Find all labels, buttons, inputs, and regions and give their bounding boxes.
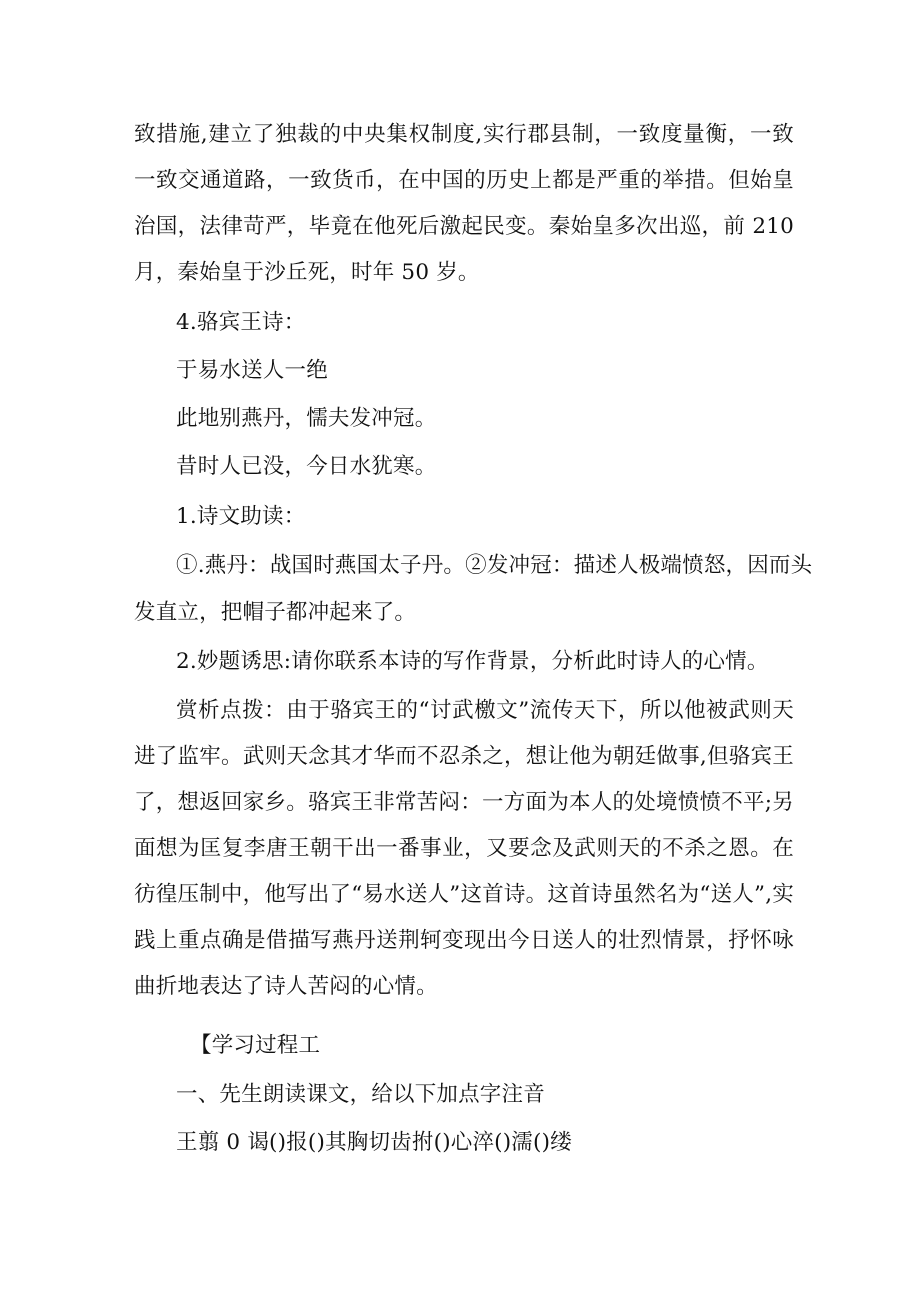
annotation-line: 发直立，把帽子都冲起来了。 bbox=[134, 600, 417, 625]
analysis-line: 了，想返回家乡。骆宾王非常苦闷：一方面为本人的处境愤愤不平;另 bbox=[134, 790, 794, 815]
analysis-line: 赏析点拨：由于骆宾王的“讨武檄文”流传天下，所以他被武则天 bbox=[176, 698, 794, 723]
analysis-line: 彷徨压制中，他写出了“易水送人”这首诗。这首诗虽然名为“送人”,实 bbox=[134, 882, 794, 907]
exercise-line: 王翦 0 谒()报()其胸切齿拊()心淬()濡()缕 bbox=[176, 1130, 572, 1155]
poem-title: 于易水送人一绝 bbox=[176, 358, 328, 383]
section-heading: 【学习过程工 bbox=[190, 1033, 321, 1058]
analysis-line: 进了监牢。武则天念其才华而不忍杀之，想让他为朝廷做事,但骆宾王 bbox=[134, 744, 794, 769]
analysis-line: 面想为匡复李唐王朝干出一番事业，又要念及武则天的不杀之恩。在 bbox=[134, 836, 794, 861]
analysis-line: 曲折地表达了诗人苦闷的心情。 bbox=[134, 974, 438, 999]
exercise-heading: 一、先生朗读课文，给以下加点字注音 bbox=[176, 1082, 545, 1107]
paragraph-line: 致措施,建立了独裁的中央集权制度,实行郡县制，一致度量衡，一致 bbox=[134, 122, 794, 147]
section-heading: 4.骆宾王诗： bbox=[176, 310, 306, 335]
section-heading: 1.诗文助读： bbox=[176, 504, 306, 529]
poem-line: 昔时人已没，今日水犹寒。 bbox=[176, 454, 437, 479]
paragraph-line: 一致交通道路，一致货币，在中国的历史上都是严重的举措。但始皇 bbox=[134, 168, 794, 193]
annotation-line: ①.燕丹：战国时燕国太子丹。②发冲冠：描述人极端愤怒，因而头 bbox=[176, 553, 813, 578]
question-line: 2.妙题诱思:请你联系本诗的写作背景，分析此时诗人的心情。 bbox=[176, 649, 769, 674]
paragraph-line: 月，秦始皇于沙丘死，时年 50 岁。 bbox=[134, 260, 480, 285]
paragraph-line: 治国，法律苛严，毕竟在他死后激起民变。秦始皇多次出巡，前 210 bbox=[134, 214, 794, 239]
analysis-line: 践上重点确是借描写燕丹送荆轲变现出今日送人的壮烈情景，抒怀咏 bbox=[134, 928, 794, 953]
poem-line: 此地别燕丹，懦夫发冲冠。 bbox=[176, 406, 437, 431]
